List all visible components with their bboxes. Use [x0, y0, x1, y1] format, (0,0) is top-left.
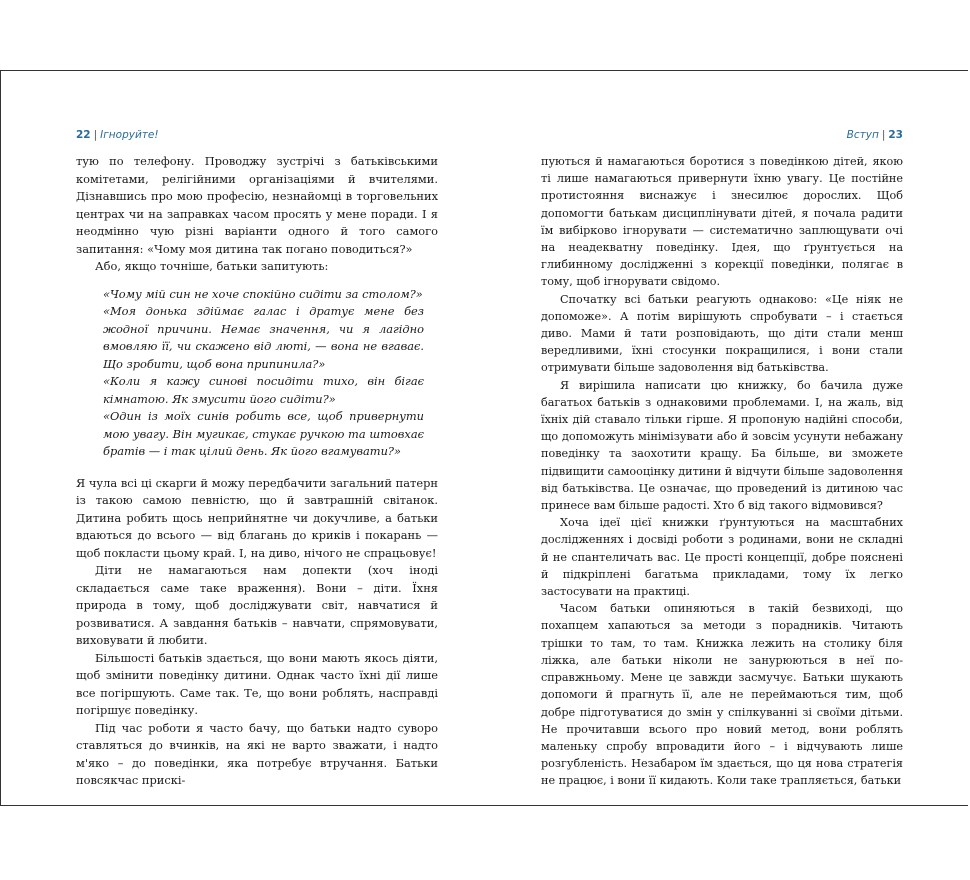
- running-head-separator: |: [93, 129, 98, 141]
- quote-paragraph: «Моя донька здіймає галас і дратує мене без жодної причини. Немає значення, чи я лагідно вмовляю її, чи скажено від люті, — вона не вгаває. Що зробити, щоб вона припинила?»: [103, 304, 424, 371]
- left-running-head: [76, 129, 438, 147]
- paragraph: Спочатку всі батьки реагують однаково: «Це ніяк не допоможе». А потім вирішують спробувати – і стається диво. Мами й тати розповідають, що діти стали менш вередливими, їхні стосунки покращилися, і вони стали отримувати більше задоволення від батьківства.: [541, 292, 903, 375]
- paragraph: пуються й намагаються боротися з поведінкою дітей, якою ті лише намагаються привернути їхню увагу. Це постійне протистояння виснажує і знесилює дорослих. Щоб допомогти батькам дисциплінувати дітей, я почала радити їм вибірково ігнорувати — систематично заплющувати очі на неадекватну поведінку. Ідея, що ґрунтується на глибинному дослідженні з корекції поведінки, полягає в тому, щоб ігнорувати свідомо.: [541, 155, 903, 289]
- quote-paragraph: «Чому мій син не хоче спокійно сидіти за столом?»: [103, 286, 423, 301]
- left-page-text: [76, 153, 438, 790]
- right-page: [541, 129, 903, 790]
- quote-paragraph: «Коли я кажу синові посидіти тихо, він бігає кімнатою. Як змусити його сидіти?»: [103, 374, 424, 406]
- paragraph: Хоча ідеї цієї книжки ґрунтуються на масштабних дослідженнях і досвіді роботи з родинами, вони не складні й не спантеличать вас. Це прості концепції, добре пояснені й підкріплені багатьма прикладами, тому їх легко застосувати на практиці.: [541, 516, 903, 599]
- paragraph: тую по телефону. Проводжу зустрічі з батьківськими комітетами, релігійними організаціями й вчителями. Дізнавшись про мою професію, незнайомці в торговельних центрах чи на заправках часом просять у мене поради. І я неодмінно чую різні варіанти одного й того самого запитання: «Чому моя дитина так погано поводиться?»: [76, 154, 438, 256]
- paragraph: Я вирішила написати цю книжку, бо бачила дуже багатьох батьків з однаковими проблемами. І, на жаль, від їхніх дій ставало тільки гірше. Я пропоную надійні способи, що допоможуть мінімізувати або й зовсім усунути небажану поведінку та заохотити кращу. Ба більше, ви зможете підвищити самооцінку дитини й відчути більше задоволення від батьківства. Це означає, що проведений із дитиною час принесе вам більше радості. Хто б від такого відмовився?: [541, 378, 903, 513]
- left-running-title: Ігноруйте!: [100, 129, 159, 141]
- paragraph: Під час роботи я часто бачу, що батьки надто суворо ставляться до вчинків, на які не варто зважати, і надто м'яко – до поведінки, яка потребує втручання. Батьки повсякчас прискі-: [76, 720, 438, 787]
- paragraph: Я чула всі ці скарги й можу передбачити загальний патерн із такою самою певністю, що й завтрашній світанок. Дитина робить щось неприйнятне чи докучливе, а батьки вдаються до всього — від благань до криків і покарань — щоб покласти цьому край. І, на диво, нічого не спрацьовує!: [76, 475, 438, 560]
- paragraph: Діти не намагаються нам допекти (хоч іноді складається саме таке враження). Вони – діти. Їхня природа в тому, щоб досліджувати світ, навчатися й розвиватися. А завдання батьків – навчати, спрямовувати, виховувати й любити.: [76, 563, 438, 647]
- right-page-text: [541, 153, 903, 790]
- left-page: [76, 129, 438, 790]
- right-running-title: Вступ: [846, 129, 879, 141]
- right-page-number: 23: [888, 129, 903, 141]
- paragraph: Або, якщо точніше, батьки запитують:: [95, 259, 329, 273]
- right-running-head: [541, 129, 903, 147]
- running-head-separator: |: [881, 129, 886, 141]
- book-spread: [0, 70, 968, 806]
- paragraph: Більшості батьків здається, що вони мають якось діяти, щоб змінити поведінку дитини. Однак часто їхні дії лише все погіршують. Саме так. Те, що вони роблять, насправді погіршує поведінку.: [76, 650, 438, 717]
- quote-paragraph: «Один із моїх синів робить все, щоб привернути мою увагу. Він мугикає, стукає ручкою та штовхає братів — і так цілий день. Як його вгамувати?»: [103, 409, 424, 458]
- paragraph: Часом батьки опиняються в такій безвиході, що похапцем хапаються за методи з порадників. Читають трішки то там, то там. Книжка лежить на столику біля ліжка, але батьки ніколи не занурюються в неї по-справжньому. Мене це завжди засмучує. Батьки шукають допомоги й прагнуть її, але не переймаються тим, щоб добре підготуватися до змін у спілкуванні зі своїми дітьми. Не прочитавши всього про новий метод, вони роблять маленьку спробу впровадити його – і відчувають лише розгубленість. Незабаром їм здається, що ця нова стратегія не працює, і вони її кидають. Коли таке трапляється, батьки: [541, 602, 903, 788]
- left-page-number: 22: [76, 129, 91, 141]
